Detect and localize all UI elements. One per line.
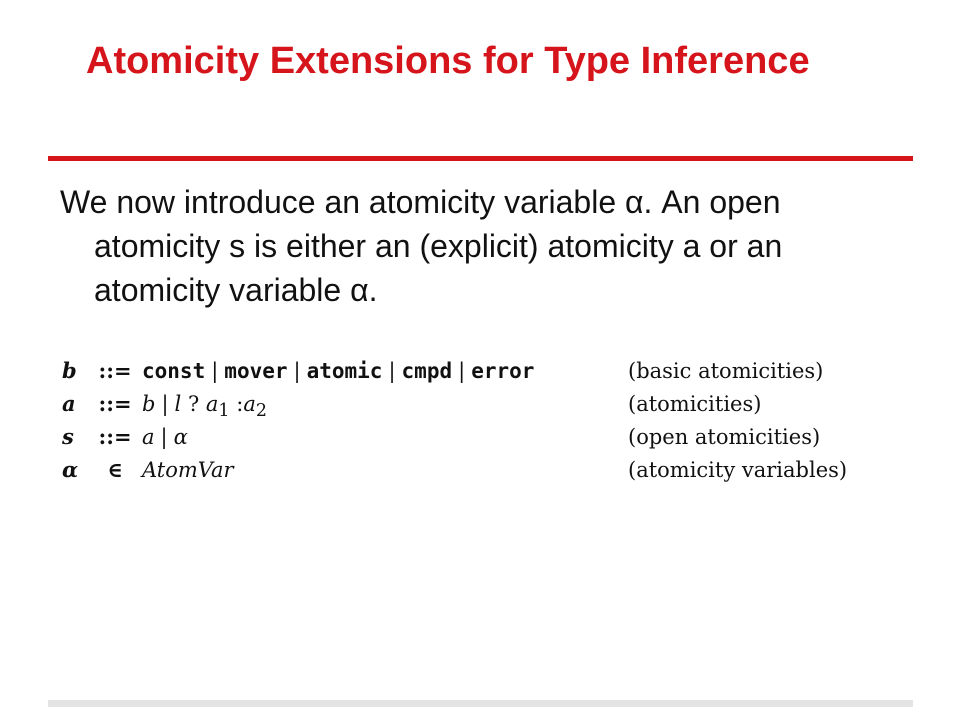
term-atomvar: AtomVar bbox=[142, 458, 234, 482]
grammar-var: α bbox=[62, 457, 79, 482]
grammar-rhs bbox=[142, 359, 628, 383]
subscript-1: 1 bbox=[218, 401, 230, 422]
alt-bar: | bbox=[458, 359, 466, 383]
alt-bar: | bbox=[161, 392, 169, 416]
grammar-description: (atomicity variables) bbox=[628, 458, 848, 482]
grammar-description: (basic atomicities) bbox=[628, 359, 824, 383]
grammar-row-atomicity-variables bbox=[62, 457, 902, 490]
grammar-op: ::= bbox=[98, 391, 132, 416]
term-alpha: α bbox=[173, 425, 188, 449]
grammar-op: ::= bbox=[98, 424, 132, 449]
footer-divider bbox=[48, 700, 913, 707]
keyword-cmpd: cmpd bbox=[401, 359, 453, 383]
grammar-var: s bbox=[62, 424, 74, 449]
term-a: a bbox=[142, 425, 155, 449]
alt-bar: | bbox=[293, 359, 301, 383]
term-a: a bbox=[205, 392, 219, 416]
subscript-2: 2 bbox=[255, 401, 267, 422]
grammar-description: (atomicities) bbox=[628, 392, 762, 416]
body-paragraph: We now introduce an atomicity variable α. An open atomicity s is either an (explicit) atomicity a or an atomicity variable α. bbox=[60, 184, 783, 308]
conditional-colon: : bbox=[236, 392, 244, 416]
grammar-var: b bbox=[62, 358, 77, 383]
term-b: b bbox=[142, 392, 156, 416]
alt-bar: | bbox=[160, 425, 168, 449]
alt-bar: | bbox=[388, 359, 396, 383]
conditional-question: ? bbox=[187, 392, 200, 416]
keyword-const: const bbox=[142, 359, 206, 383]
grammar-table bbox=[62, 358, 902, 490]
alt-bar: | bbox=[211, 359, 219, 383]
grammar-row-open-atomicities bbox=[62, 424, 902, 457]
grammar-op: ::= bbox=[98, 358, 132, 383]
keyword-mover: mover bbox=[224, 359, 288, 383]
grammar-var: a bbox=[62, 391, 76, 416]
title-divider bbox=[48, 156, 913, 161]
grammar-rhs bbox=[142, 425, 628, 449]
slide-title bbox=[60, 36, 900, 86]
term-a: a bbox=[243, 392, 256, 416]
keyword-atomic: atomic bbox=[306, 359, 383, 383]
grammar-row-atomicities bbox=[62, 391, 902, 424]
grammar-op: ∈ bbox=[107, 457, 123, 482]
grammar-row-basic bbox=[62, 358, 902, 391]
term-l: l bbox=[174, 392, 182, 416]
keyword-error: error bbox=[471, 359, 535, 383]
grammar-rhs bbox=[142, 458, 628, 482]
slide-title-text: Atomicity Extensions for Type Inference bbox=[86, 40, 810, 82]
grammar-description: (open atomicities) bbox=[628, 425, 821, 449]
grammar-rhs bbox=[142, 392, 628, 421]
